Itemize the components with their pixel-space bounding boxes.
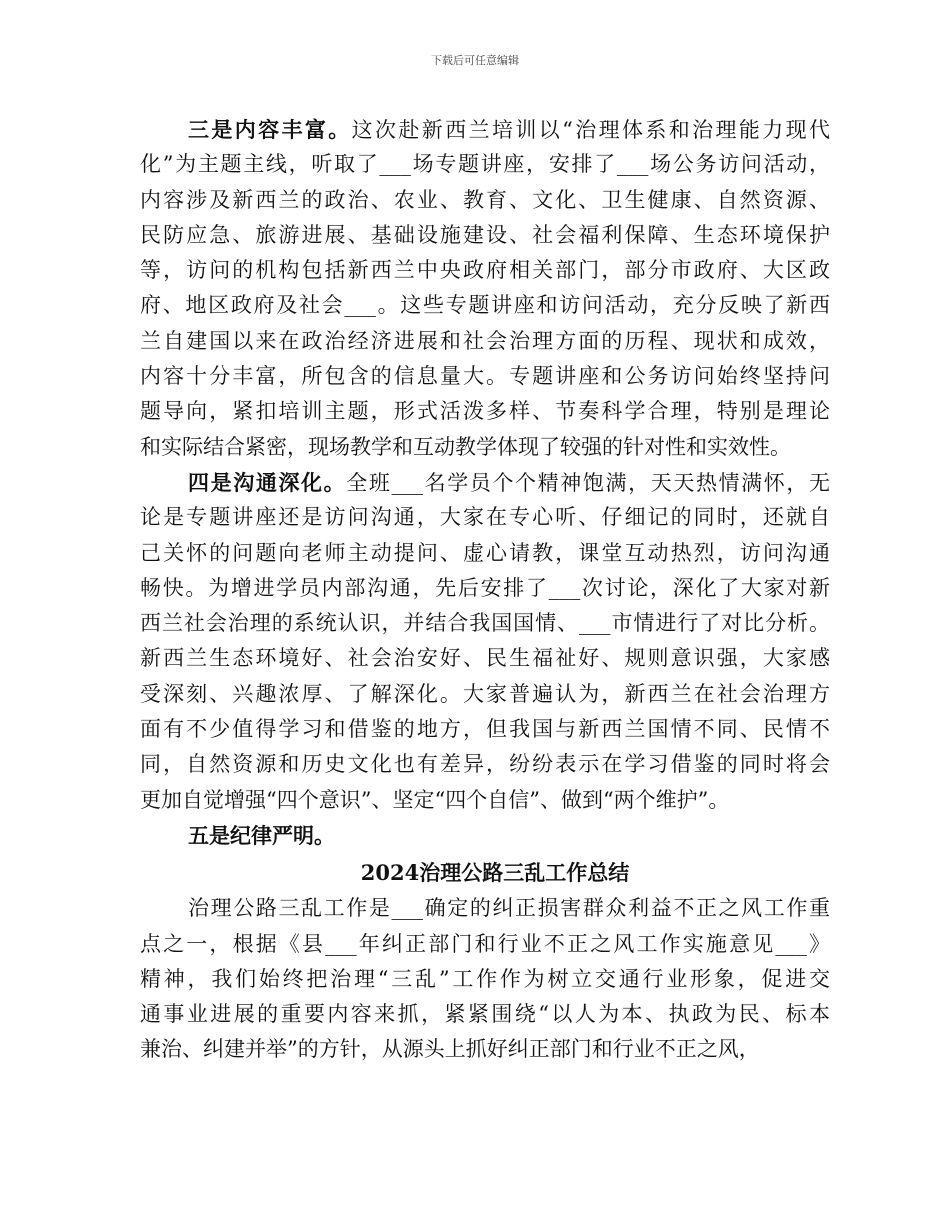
article-title: 2024治理公路三乱工作总结 [360,860,630,886]
paragraph-line: 通事业进展的重要内容来抓，紧紧围绕“以人为本、执政为民、标本 [140,1002,830,1027]
paragraph-line [140,465,830,500]
document-body [140,112,830,1068]
paragraph-line: 己关怀的问题向老师主动提问、虚心请教，课堂互动热烈，访问沟通 [140,540,830,565]
line-text: 全班___名学员个个精神饱满，天天热情满怀，无 [346,470,831,495]
paragraph-line: 兼治、纠建并举”的方针，从源头上抓好纠正部门和行业不正之风， [140,1037,760,1062]
paragraph-line: 精神，我们始终把治理“三乱”工作作为树立交通行业形象，促进交 [140,966,830,991]
section-heading: 四是沟通深化。 [188,469,347,495]
paragraph-line: 民防应急、旅游进展、基础设施建设、社会福利保障、生态环境保护 [140,222,830,247]
paragraph-line: 点之一，根据《县___年纠正部门和行业不正之风工作实施意见___》 [140,931,830,956]
paragraph-line: 和实际结合紧密，现场教学和互动教学体现了较强的针对性和实效性。 [140,434,791,459]
paragraph-line: 论是专题讲座还是访问沟通，大家在专心听、仔细记的同时，还就自 [140,505,830,530]
paragraph-line: 面有不少值得学习和借鉴的地方，但我国与新西兰国情不同、民情不 [140,717,830,742]
paragraph-line [140,112,830,147]
paragraph-line: 治理公路三乱工作是___确定的纠正损害群众利益不正之风工作重 [188,896,830,921]
paragraph-line: 府、地区政府及社会___。这些专题讲座和访问活动，充分反映了新西 [140,293,830,318]
paragraph-line: 同，自然资源和历史文化也有差异，纷纷表示在学习借鉴的同时将会 [140,752,830,777]
paragraph-line: 题导向，紧扣培训主题，形式活泼多样、节奏科学合理，特别是理论 [140,399,830,424]
paragraph-line: 新西兰生态环境好、社会治安好、民生福祉好、规则意识强，大家感 [140,646,830,671]
paragraph-line: 畅快。为增进学员内部沟通，先后安排了___次讨论，深化了大家对新 [140,575,830,600]
line-text: 这次赴新西兰培训以“治理体系和治理能力现代 [351,118,831,142]
paragraph-line: 西兰社会治理的系统认识，并结合我国国情、___市情进行了对比分析。 [140,611,830,636]
paragraph-line: 受深刻、兴趣浓厚、了解深化。大家普遍认为，新西兰在社会治理方 [140,681,830,706]
page-header: 下载后可任意编辑 [431,54,519,67]
paragraph-line [140,818,830,853]
paragraph-line: 化”为主题主线，听取了___场专题讲座，安排了___场公务访问活动， [140,152,830,177]
paragraph-line: 更加自觉增强“四个意识”、坚定“四个自信”、做到“两个维护”。 [140,787,730,812]
paragraph-line: 内容十分丰富，所包含的信息量大。专题讲座和公务访问始终坚持问 [140,364,830,389]
section-heading: 三是内容丰富。 [188,117,352,142]
section-heading: 五是纪律严明。 [188,822,335,848]
paragraph-line: 内容涉及新西兰的政治、农业、教育、文化、卫生健康、自然资源、 [140,187,830,212]
paragraph-line: 兰自建国以来在政治经济进展和社会治理方面的历程、现状和成效， [140,328,830,353]
paragraph-line: 等，访问的机构包括新西兰中央政府相关部门，部分市政府、大区政 [140,258,830,283]
